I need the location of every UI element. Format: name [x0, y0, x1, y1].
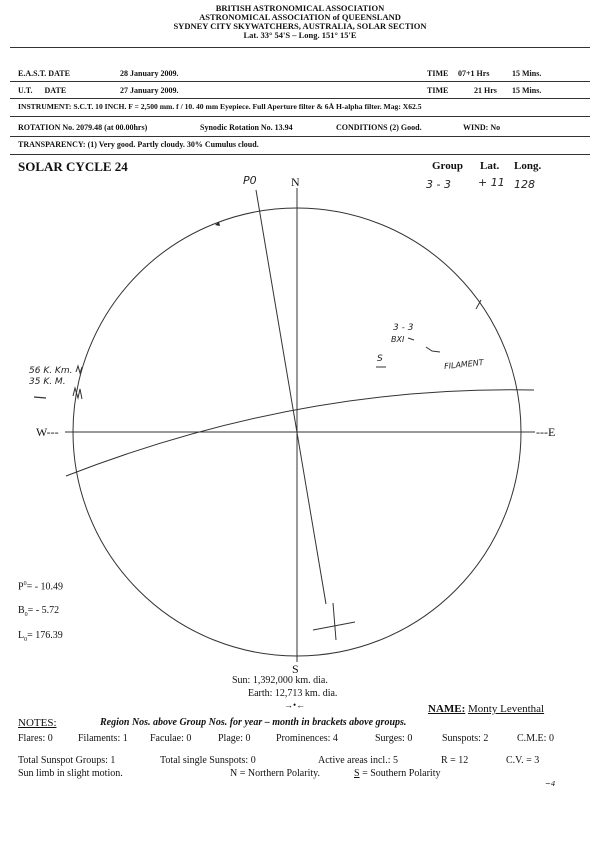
- conditions: CONDITIONS (2) Good.: [336, 123, 422, 132]
- l0-param: $L_0= 176.39$: [18, 630, 63, 643]
- filament-mark: [426, 347, 440, 352]
- rotation-number: ROTATION No. 2079.48 (at 00.00hrs): [18, 123, 148, 132]
- l0-param-label: L: [18, 630, 25, 641]
- ut-time-mins: 15 Mins.: [512, 86, 542, 95]
- p0-param: $P^0= - 10.49$: [18, 581, 64, 593]
- header-location: Lat. 33° 54'S – Long. 151° 15'E: [243, 30, 357, 40]
- total-sunspot-groups: Total Sunspot Groups: 1: [18, 755, 116, 766]
- annotation-group: 3 - 3: [393, 323, 414, 333]
- synodic-rotation: Synodic Rotation No. 13.94: [200, 123, 293, 132]
- annotation-bxi: BXI: [391, 335, 405, 344]
- east-time-value: 07+1 Hrs: [458, 69, 490, 78]
- prominences-count: Prominences: 4: [276, 733, 338, 744]
- south-cross-vertical: [333, 603, 336, 640]
- p0-param-label: P: [18, 581, 24, 593]
- east-date-label: E.A.S.T. DATE: [18, 69, 70, 78]
- group-header: Group: [432, 160, 463, 172]
- east-date-value: 28 January 2009.: [120, 69, 179, 78]
- solar-equator-curve: [66, 390, 534, 476]
- ut-date-value: 27 January 2009.: [120, 86, 179, 95]
- ut-time-value: 21 Hrs: [474, 86, 497, 95]
- annotation-left-1: 56 K. Km.: [29, 366, 73, 376]
- arrow-mark-west: [34, 397, 46, 398]
- west-label: W---: [36, 425, 59, 439]
- cv-value: C.V. = 3: [506, 755, 540, 766]
- b0-param-label: B: [18, 605, 25, 616]
- ut-time-label: TIME: [427, 86, 449, 95]
- southern-polarity-text: = Southern Polarity: [362, 768, 441, 779]
- l0-param-value: 176.39: [35, 630, 63, 641]
- instrument-line: INSTRUMENT: S.C.T. 10 INCH. F = 2,500 mm. f / 10. 40 mm Eyepiece. Full Aperture filter & 6Å H-alpha filter. Mag: X62.5: [18, 102, 422, 111]
- plage-count: Plage: 0: [218, 733, 251, 744]
- r-value: R = 12: [441, 755, 469, 766]
- observer-name-value: Monty Leventhal: [468, 703, 545, 715]
- faculae-count: Faculae: 0: [150, 733, 192, 744]
- b0-param-value: - 5.72: [35, 605, 60, 616]
- solar-cycle-title: SOLAR CYCLE 24: [18, 159, 128, 174]
- observer-name-label: NAME:: [428, 703, 466, 715]
- long-value: 128: [514, 178, 535, 191]
- flares-count: Flares: 0: [18, 733, 53, 744]
- ut-date-label: U.T. DATE: [18, 86, 67, 95]
- earth-diameter: Earth: 12,713 km. dia.: [248, 688, 338, 699]
- group-value: 3 - 3: [426, 178, 451, 191]
- annotation-s: S: [377, 354, 383, 364]
- southern-polarity-symbol: S: [354, 768, 360, 779]
- east-time-label: TIME: [427, 69, 449, 78]
- filaments-count: Filaments: 1: [78, 733, 128, 744]
- long-header: Long.: [514, 160, 542, 172]
- sunspot-group-mark: [408, 338, 414, 340]
- header-association-2: ASTRONOMICAL ASSOCIATION of QUEENSLAND: [199, 12, 401, 22]
- lat-value: + 11: [478, 176, 505, 189]
- sun-limb-note: Sun limb in slight motion.: [18, 768, 123, 779]
- notes-label: NOTES:: [18, 717, 57, 729]
- header-association-1: BRITISH ASTRONOMICAL ASSOCIATION: [215, 3, 385, 13]
- northern-polarity-note: N = Northern Polarity.: [230, 768, 320, 779]
- annotation-left-2: 35 K. M.: [29, 377, 66, 387]
- annotation-filament: FILAMENT: [443, 357, 485, 372]
- east-label: ---E: [536, 425, 556, 439]
- cme-count: C.M.E: 0: [517, 733, 554, 744]
- rotation-axis-line: [256, 190, 326, 604]
- b0-param: $B_0= - 5.72$: [18, 605, 60, 618]
- south-cross-horizontal: [313, 622, 355, 630]
- east-time-mins: 15 Mins.: [512, 69, 542, 78]
- wind: WIND: No: [463, 123, 501, 132]
- lat-header: Lat.: [480, 160, 500, 172]
- page-mark: ~4: [545, 780, 556, 788]
- p0-param-value: - 10.49: [34, 581, 64, 593]
- p0-axis-label: P0: [243, 174, 257, 187]
- notes-instruction: Region Nos. above Group Nos. for year – month in brackets above groups.: [100, 717, 407, 728]
- transparency: TRANSPARENCY: (1) Very good. Partly cloudy. 30% Cumulus cloud.: [18, 140, 259, 149]
- north-label: N: [291, 175, 300, 189]
- south-label: S: [292, 662, 299, 676]
- header-association-3: SYDNEY CITY SKYWATCHERS, AUSTRALIA, SOLAR SECTION: [173, 21, 427, 31]
- southern-polarity-note: [354, 768, 440, 779]
- observer-name: [428, 703, 544, 715]
- total-single-sunspots: Total single Sunspots: 0: [160, 755, 256, 766]
- sunspots-count: Sunspots: 2: [442, 733, 489, 744]
- earth-scale-mark: →•←: [284, 700, 306, 710]
- active-areas: Active areas incl.: 5: [318, 755, 398, 766]
- surges-count: Surges: 0: [375, 733, 413, 744]
- sun-diameter: Sun: 1,392,000 km. dia.: [232, 675, 328, 686]
